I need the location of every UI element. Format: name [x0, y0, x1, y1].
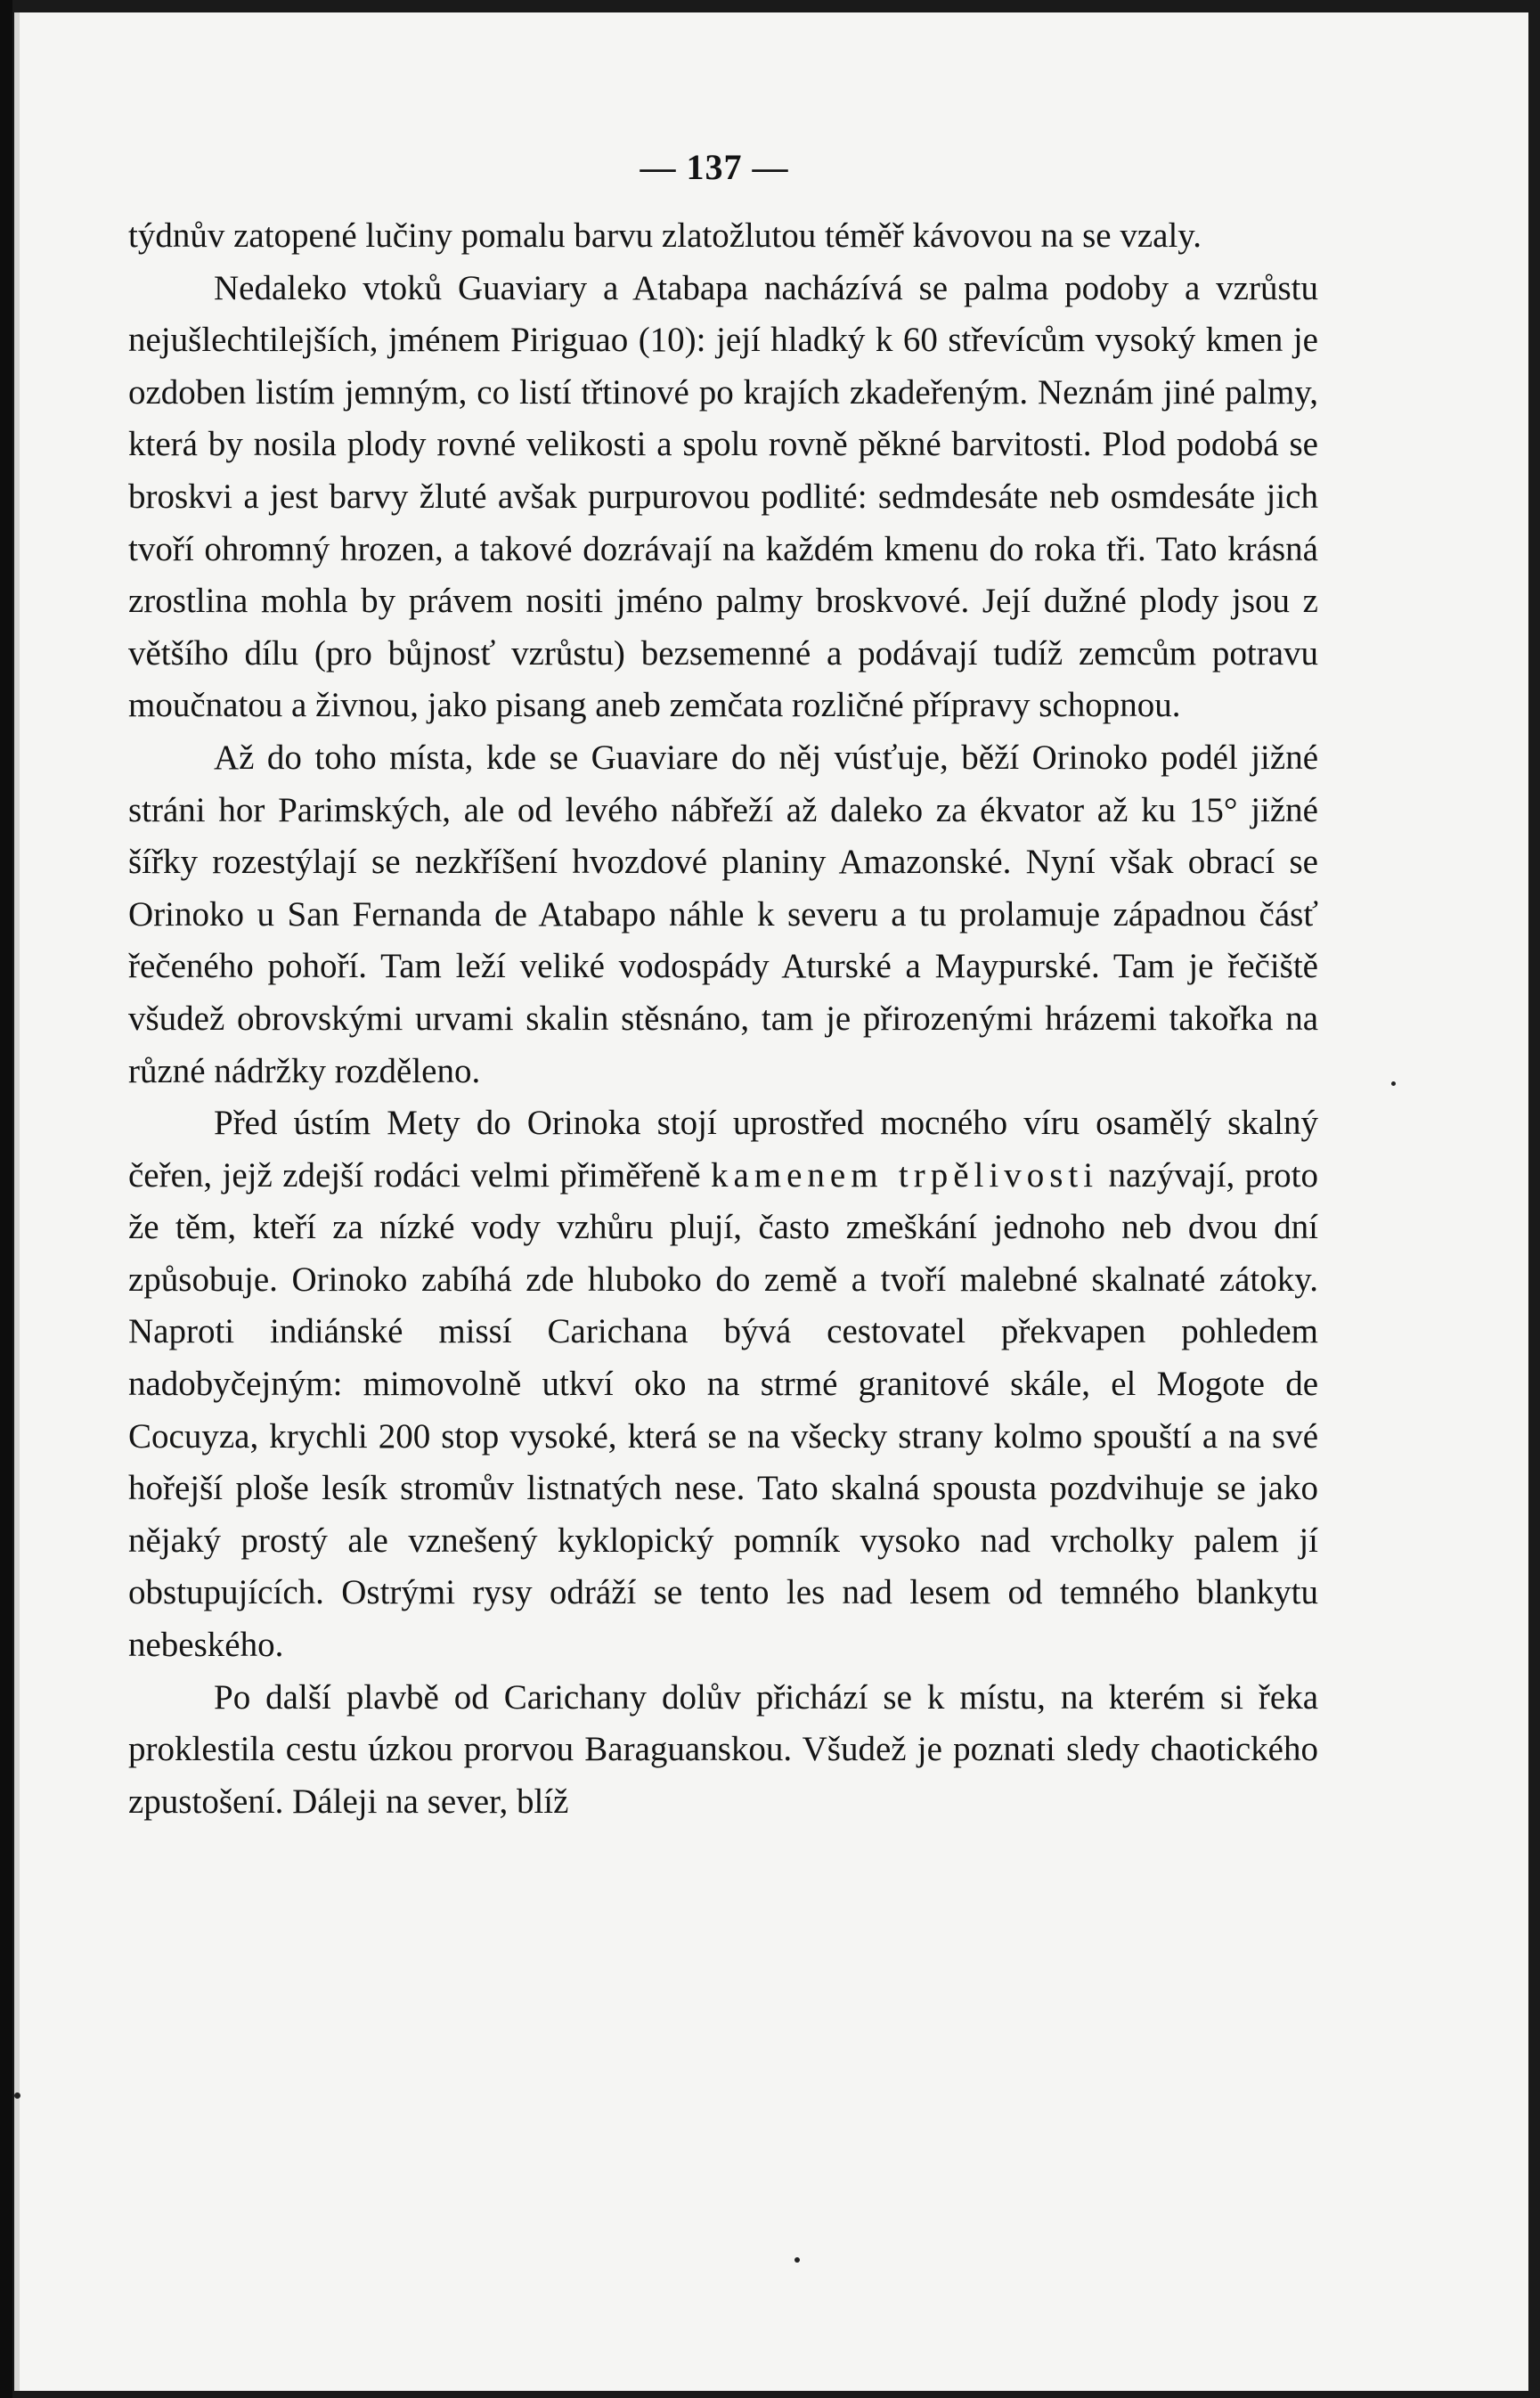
- scan-speck: [14, 2092, 20, 2099]
- paragraph: Po další plavbě od Carichany dolův přichází se k místu, na kterém si řeka proklestila cestu úzkou prorvou Baraguanskou. Všudež je poznati sledy chaotického zpustošení. Dáleji na sever, blíž: [128, 1677, 1318, 1821]
- paragraph: [128, 1097, 1318, 1672]
- scan-speck: [1391, 1081, 1396, 1086]
- paragraph-text: Před ústím Mety do Orinoka stojí uprostřed mocného víru osamělý skalný čeřen, jejž zdejší rodáci velmi přiměřeně: [128, 1104, 1318, 1195]
- emphasized-phrase: kamenem trpělivosti: [710, 1155, 1099, 1195]
- paragraph: týdnův zatopené lučiny pomalu barvu zlatožlutou téměř kávovou na se vzaly.: [128, 216, 1202, 255]
- scan-edge-shadow: [0, 0, 12, 2398]
- paragraph: Nedaleko vtoků Guaviary a Atabapa nacházívá se palma podoby a vzrůstu nejušlechtilejších, jménem Piriguao (10): její hladký k 60 střevícům vysoký kmen je ozdoben listím jemným, co listí třtinové po krajích zkadeřeným. Neznám jiné palmy, která by nosila plody rovné velikosti a spolu rovně pěkné barvitosti. Plod podobá se broskvi a jest barvy žluté avšak purpurovou podlité: sedmdesáte neb osmdesáte jich tvoří ohromný hrozen, a takové dozrávají na každém kmenu do roka tři. Tato krásná zrostlina mohla by právem nositi jméno palmy broskvové. Její dužné plody jsou z většího dílu (pro bůjnosť vzrůstu) bezsemenné a podávají tudíž zemcům potravu moučnatou a živnou, jako pisang aneb zemčata rozličné přípravy schopnou.: [128, 268, 1318, 725]
- book-page: [14, 12, 1528, 2391]
- paragraph-text: nazývají, proto že těm, kteří za nízké vody vzhůru plují, často zmeškání jednoho neb dvou dní způsobuje. Orinoko zabíhá zde hluboko do země a tvoří malebné skalnaté zátoky. Naproti indiánské missí Carichana bývá cestovatel překvapen pohledem nadobyčejným: mimovolně utkví oko na strmé granitové skále, el Mogote de Cocuyza, krychli 200 stop vysoké, která se na všecky strany kolmo spouští a na své hořejší ploše lesík stromův listnatých nese. Tato skalná spousta pozdvihuje se jako nějaký prostý ale vznešený kyklopický pomník vysoko nad vrcholky palem jí obstupujících. Ostrými rysy odráží se tento les nad lesem od temného blankytu nebeského.: [128, 1155, 1318, 1665]
- page-number: — 137 —: [640, 147, 789, 187]
- paragraph: Až do toho místa, kde se Guaviare do něj vúsťuje, běží Orinoko podél jižné stráni hor Parimských, ale od levého nábřeží až daleko za ékvator až ku 15° jižné šířky rozestýlají se nezkříšení hvozdové planiny Amazonské. Nyní však obrací se Orinoko u San Fernanda de Atabapo náhle k severu a tu prolamuje západnou čásť řečeného pohoří. Tam leží veliké vodospády Aturské a Maypurské. Tam je řečiště všudež obrovskými urvami skalin stěsnáno, tam je přirozenými hrázemi takořka na různé nádržky rozděleno.: [128, 738, 1318, 1090]
- scan-speck: [794, 2257, 800, 2263]
- body-text: [128, 210, 1318, 1828]
